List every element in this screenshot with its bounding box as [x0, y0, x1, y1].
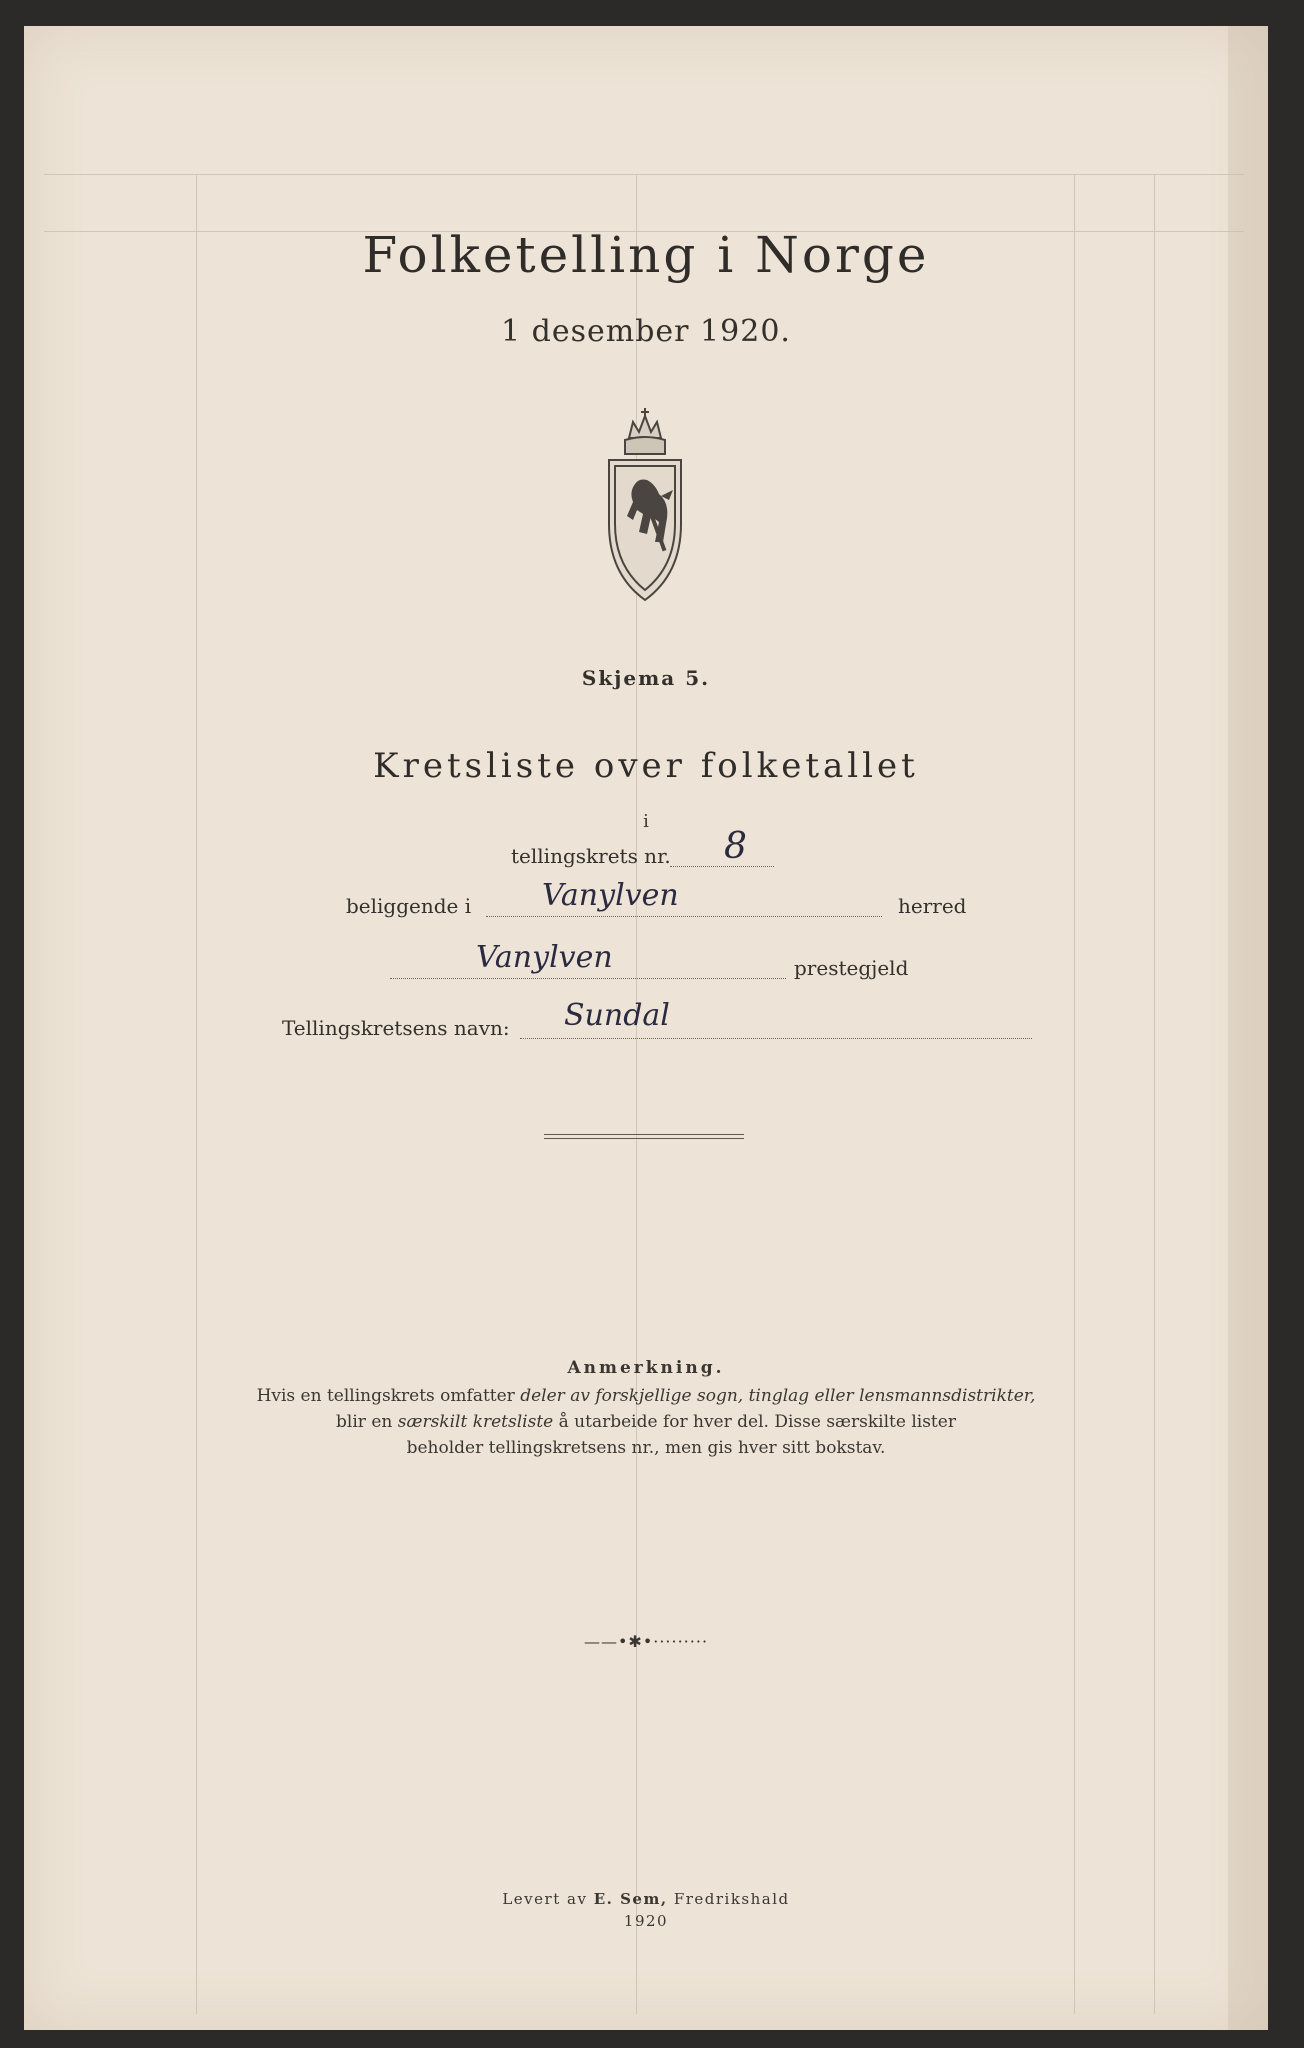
show-through-line [44, 174, 1244, 175]
herred-value: Vanylven [542, 878, 679, 913]
document-title: Folketelling i Norge [362, 226, 930, 284]
form-heading: Kretsliste over folketallet [373, 746, 919, 786]
norwegian-coat-of-arms-icon [589, 404, 701, 604]
show-through-line [196, 174, 197, 2014]
note-line-2-text-a: blir en [336, 1412, 398, 1432]
note-line-2 [24, 1412, 1268, 1432]
imprint-place: Fredrikshald [667, 1890, 790, 1908]
schema-number: Skjema 5. [581, 666, 711, 690]
district-name-value: Sundal [564, 998, 670, 1033]
imprint-year: 1920 [623, 1912, 669, 1930]
prestegjeld-value: Vanylven [476, 940, 613, 975]
printer-imprint [24, 1890, 1268, 1908]
ornament-divider: ——•✱•········· [583, 1632, 709, 1651]
note-line-1-italic: deler av forskjellige sogn, tinglag eller lensmannsdistrikter, [520, 1386, 1036, 1406]
note-line-1 [24, 1386, 1268, 1406]
census-date: 1 desember 1920. [501, 314, 791, 349]
divider-rule [544, 1138, 744, 1139]
connector-word: i [643, 811, 649, 832]
note-line-2-italic: særskilt kretsliste [397, 1412, 554, 1432]
imprint-prefix: Levert av [502, 1890, 594, 1908]
district-number-value: 8 [724, 826, 747, 867]
note-line-1-text: Hvis en tellingskrets omfatter [256, 1386, 521, 1406]
show-through-line [1074, 174, 1075, 2014]
note-line-2-text-c: å utarbeide for hver del. Disse særskilte lister [553, 1412, 956, 1432]
herred-suffix: herred [898, 894, 967, 918]
prestegjeld-line [390, 978, 786, 979]
district-number-label: tellingskrets nr. [511, 844, 671, 868]
imprint-printer: E. Sem, [593, 1890, 668, 1908]
note-line-3: beholder tellingskretsens nr., men gis hver sitt bokstav. [406, 1438, 886, 1458]
show-through-line [1154, 174, 1155, 2014]
census-form-page [24, 26, 1268, 2030]
district-number-line [670, 866, 774, 867]
district-name-line [520, 1038, 1032, 1039]
note-title: Anmerkning. [567, 1358, 725, 1378]
prestegjeld-suffix: prestegjeld [794, 956, 909, 980]
herred-line [486, 916, 882, 917]
district-name-label: Tellingskretsens navn: [282, 1016, 510, 1040]
divider-rule [544, 1134, 744, 1135]
located-label: beliggende i [346, 894, 472, 918]
